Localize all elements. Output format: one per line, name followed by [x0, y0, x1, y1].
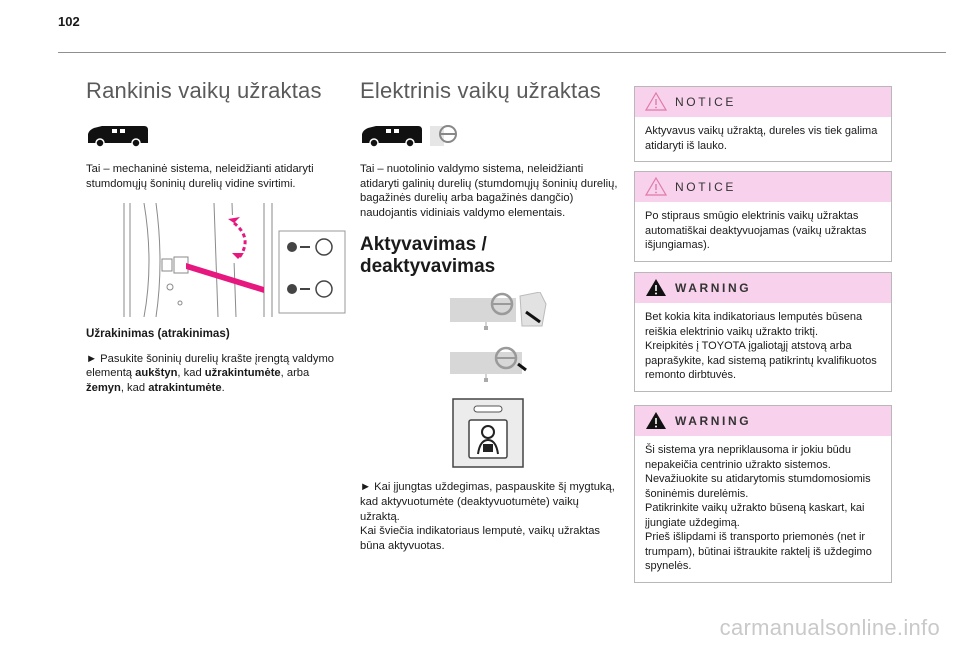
step-text: ► Pasukite šoninių durelių krašte įrengtą valdymo elementą aukštyn, kad užrakintumėte, arba žemyn, kad atrakintumėte.: [86, 352, 334, 394]
dashboard-door-illustration: [450, 292, 560, 332]
steering-wheel-icon: [430, 124, 460, 148]
section-title-manual: Rankinis vaikų užraktas: [86, 78, 322, 103]
intro-text: Tai – nuotolinio valdymo sistema, neleidžianti atidaryti galinių durelių (stumdomųjų šoninių durelių, bagažinės durelių arba bagažinės dangčio) naudojantis vidiniais valdymo elementais.: [360, 163, 618, 219]
warning-box-2: [634, 405, 892, 583]
intro-text: Tai – mechaninė sistema, neleidžianti atidaryti stumdomųjų šoninių durelių vidine svirtimi.: [86, 163, 314, 190]
door-lock-illustration: [114, 203, 350, 317]
column-electric-child-lock: [360, 78, 618, 553]
section-title-electric: Elektrinis vaikų užraktas: [360, 78, 601, 103]
child-lock-button-illustration: [452, 398, 524, 468]
warning-triangle-icon: [645, 92, 667, 111]
warning-text: Ši sistema yra nepriklausoma ir jokiu būdu nepakeičia centrinio užrakto sistemos. Nevažiuokite su atidarytomis stumdomosiomis šoninėmis durelėmis. Patikrinkite vaikų užrakto būseną kaskart, kai įjungiate uždegimą. Prieš išlipdami iš transporto priemonės (net ir trumpam), būtinai ištraukite raktelį iš uždegimo spynelės.: [645, 444, 872, 572]
notice-box-2: [634, 171, 892, 262]
notice-text: Aktyvavus vaikų užraktą, dureles vis tiek galima atidaryti iš lauko.: [645, 125, 878, 152]
van-icon: [86, 124, 150, 148]
warning-label: WARNING: [675, 281, 752, 295]
subheading-lock-unlock: Užrakinimas (atrakinimas): [86, 327, 230, 341]
van-icon: [360, 124, 424, 148]
notice-box-1: [634, 86, 892, 162]
watermark: carmanualsonline.info: [719, 615, 940, 640]
dashboard-illustration: [450, 344, 540, 384]
notice-label: NOTICE: [675, 180, 736, 194]
page-number: 102: [58, 14, 80, 29]
warning-triangle-icon: [645, 177, 667, 196]
column-notices: [634, 86, 890, 606]
warning-triangle-icon: [645, 278, 667, 297]
notice-label: NOTICE: [675, 95, 736, 109]
indicator-text: Kai šviečia indikatoriaus lemputė, vaikų užraktas būna aktyvuotas.: [360, 525, 601, 552]
warning-box-1: [634, 272, 892, 392]
warning-label: WARNING: [675, 414, 752, 428]
warning-triangle-icon: [645, 411, 667, 430]
step-text: ► Kai įjungtas uždegimas, paspauskite šį mygtuką, kad aktyvuotumėte (deaktyvuotumėte) vaikų užraktą.: [360, 481, 615, 523]
column-manual-child-lock: [86, 78, 344, 396]
warning-text: Bet kokia kita indikatoriaus lemputės būsena reiškia elektrinio vaikų užrakto triktį. Kreipkitės į TOYOTA įgaliotąjį atstovą arba paprašykite, kad sistemą patikrintų kvalifikuotos remonto dirbtuvės.: [645, 311, 877, 381]
top-rule: [58, 52, 946, 53]
subheading-activation: Aktyvavimas / deaktyvavimas: [360, 234, 496, 278]
notice-text: Po stipraus smūgio elektrinis vaikų užraktas automatiškai deaktyvuojamas (vaikų užraktas išjungiamas).: [645, 210, 867, 251]
